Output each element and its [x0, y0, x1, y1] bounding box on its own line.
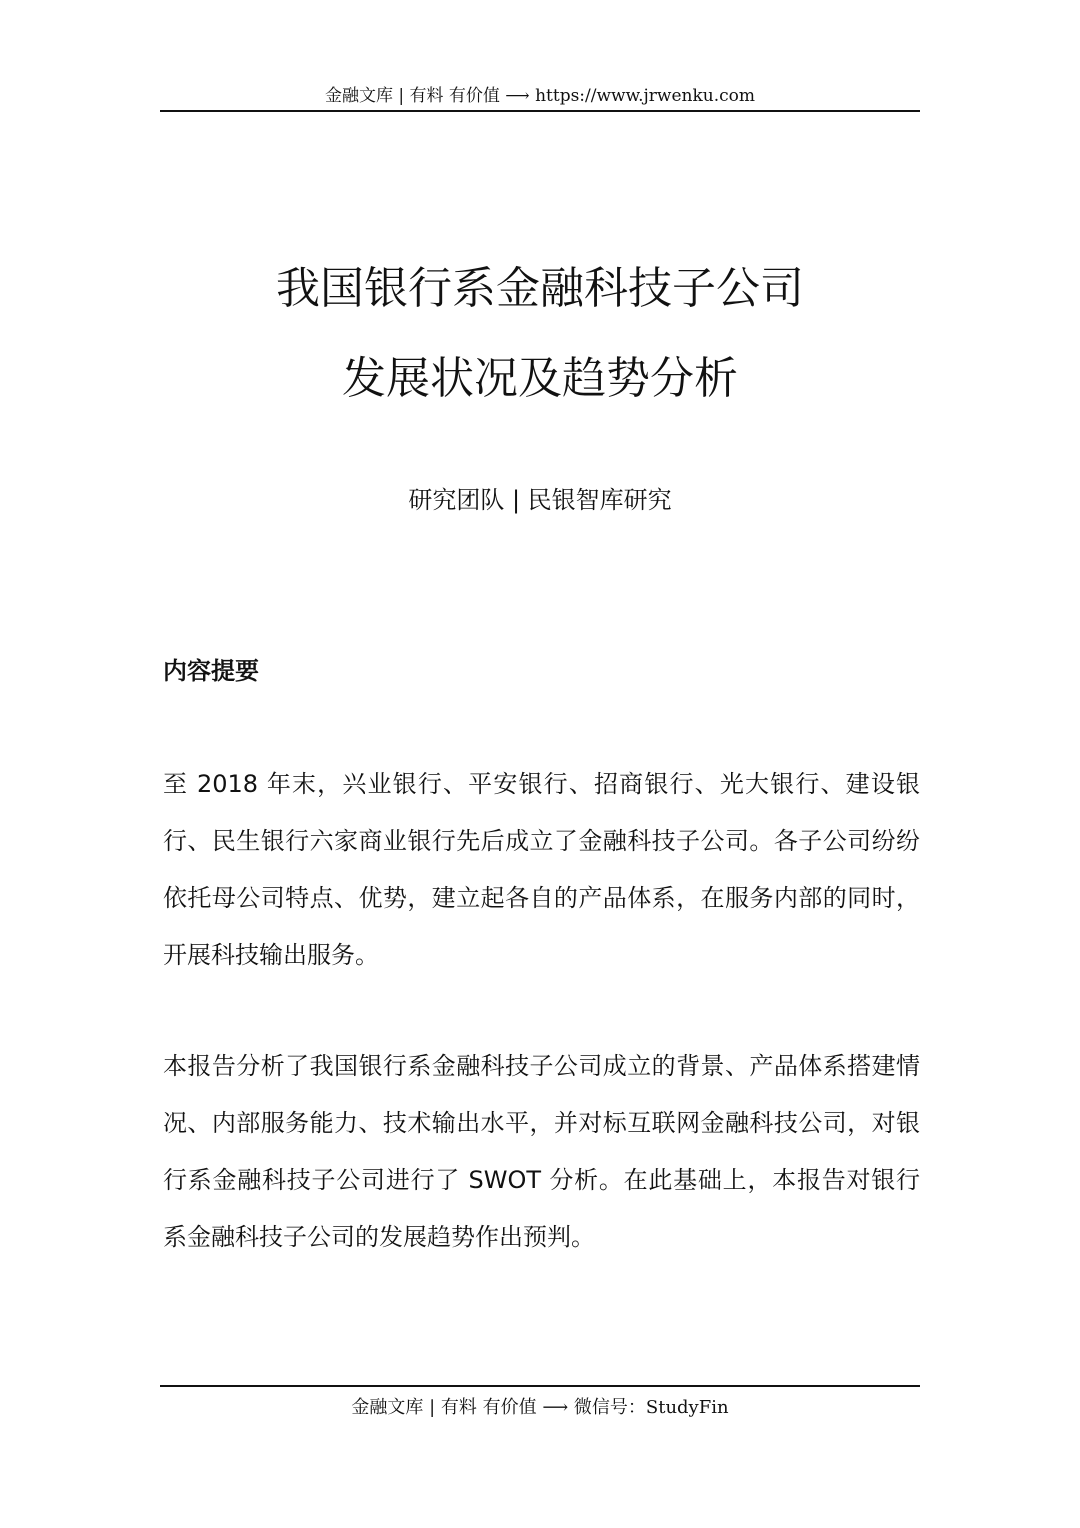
summary-paragraph-2: 本报告分析了我国银行系金融科技子公司成立的背景、产品体系搭建情况、内部服务能力、技术输出水平，并对标互联网金融科技公司，对银行系金融科技子公司进行了 SWOT 分析。在此基础上，本报告对银行系金融科技子公司的发展趋势作出预判。 [163, 1052, 920, 1251]
footer-divider [160, 1385, 920, 1387]
document-title-line-1: 我国银行系金融科技子公司 [276, 263, 804, 314]
page-footer: 金融文库 | 有料 有价值 ⟶ 微信号：StudyFin [351, 1397, 729, 1418]
document-title-line-2: 发展状况及趋势分析 [342, 353, 738, 404]
page-header: 金融文库 | 有料 有价值 ⟶ https://www.jrwenku.com [324, 86, 756, 106]
summary-paragraph-1: 至 2018 年末，兴业银行、平安银行、招商银行、光大银行、建设银行、民生银行六家商业银行先后成立了金融科技子公司。各子公司纷纷依托母公司特点、优势，建立起各自的产品体系，在服务内部的同时，开展科技输出服务。 [163, 770, 920, 969]
author-byline: 研究团队 | 民银智库研究 [408, 486, 672, 514]
header-divider [160, 110, 920, 112]
summary-heading: 内容提要 [163, 657, 259, 685]
